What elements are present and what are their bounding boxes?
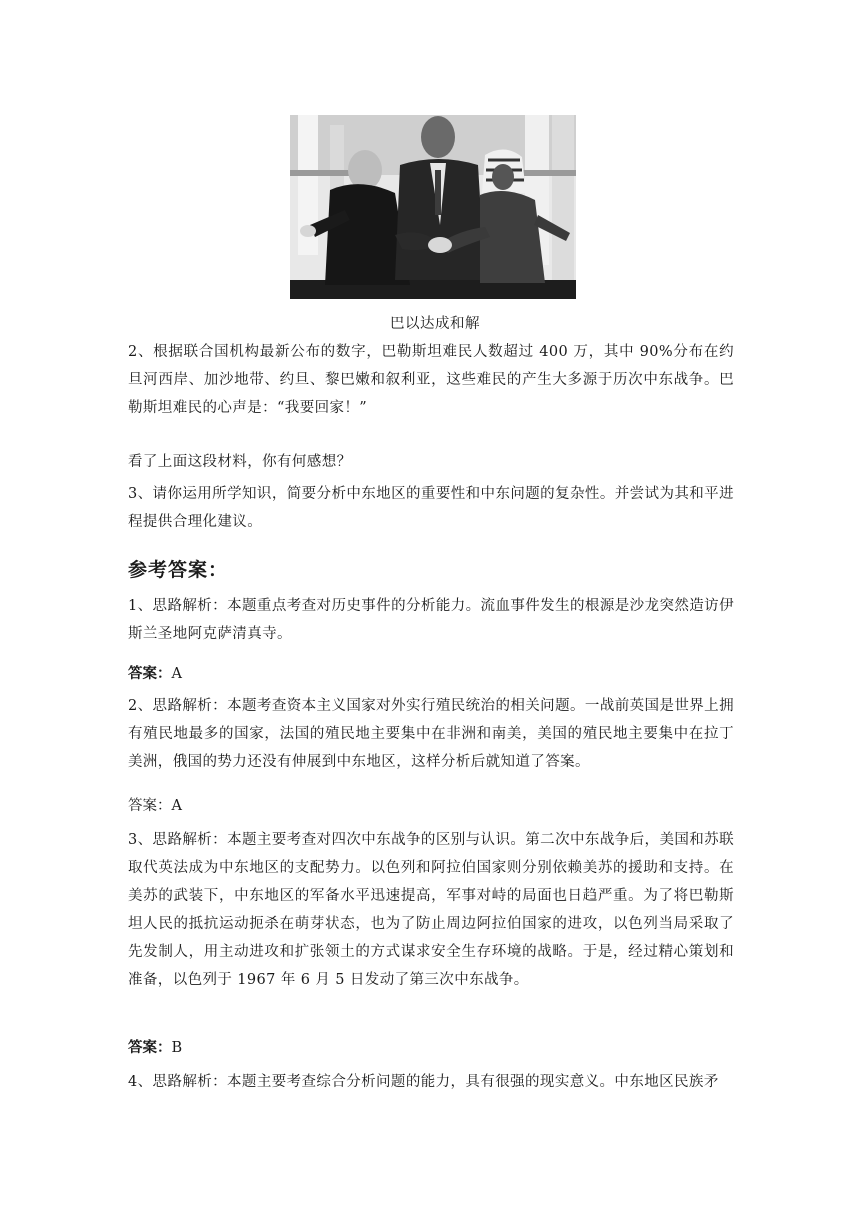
answer-value: B (171, 1040, 183, 1056)
answer-value: A (171, 666, 182, 682)
handshake-photo (290, 115, 576, 299)
answer-1 (128, 660, 182, 688)
question-3: 3、请你运用所学知识，简要分析中东地区的重要性和中东问题的复杂性。并尝试为其和平进程提供合理化建议。 (128, 486, 734, 530)
answer-2 (128, 792, 182, 820)
answer-value: A (171, 798, 182, 814)
question-2: 2、根据联合国机构最新公布的数字，巴勒斯坦难民人数超过 400 万，其中 90%分布在约旦河西岸、加沙地带、约旦、黎巴嫩和叙利亚，这些难民的产生大多源于历次中东战争。巴勒斯坦难民的心声是：“我要回家！” (128, 344, 734, 416)
question-2-prompt: 看了上面这段材料，你有何感想？ (128, 454, 352, 470)
answer-1-analysis: 1、思路解析：本题重点考查对历史事件的分析能力。流血事件发生的根源是沙龙突然造访伊斯兰圣地阿克萨清真寺。 (128, 598, 734, 642)
answer-label: 答案： (128, 798, 172, 814)
answer-label: 答案： (128, 666, 172, 682)
answer-3 (128, 1034, 182, 1062)
answer-label: 答案： (128, 1040, 172, 1056)
answer-3-analysis: 3、思路解析：本题主要考查对四次中东战争的区别与认识。第二次中东战争后，美国和苏联取代英法成为中东地区的支配势力。以色列和阿拉伯国家则分别依赖美苏的援助和支持。在美苏的武装下，中东地区的军备水平迅速提高，军事对峙的局面也日趋严重。为了将巴勒斯坦人民的抵抗运动扼杀在萌芽状态，也为了防止周边阿拉伯国家的进攻，以色列当局采取了先发制人，用主动进攻和扩张领土的方式谋求安全生存环境的战略。于是，经过精心策划和准备，以色列于 1967 年 6 月 5 日发动了第三次中东战争。 (128, 832, 734, 988)
answers-heading: 参考答案： (128, 559, 229, 581)
answer-2-analysis: 2、思路解析：本题考查资本主义国家对外实行殖民统治的相关问题。一战前英国是世界上拥有殖民地最多的国家，法国的殖民地主要集中在非洲和南美，美国的殖民地主要集中在拉丁美洲，俄国的势力还没有伸展到中东地区，这样分析后就知道了答案。 (128, 698, 734, 770)
photo-caption: 巴以达成和解 (390, 316, 480, 332)
answer-4-analysis: 4、思路解析：本题主要考查综合分析问题的能力，具有很强的现实意义。中东地区民族矛 (128, 1074, 719, 1090)
